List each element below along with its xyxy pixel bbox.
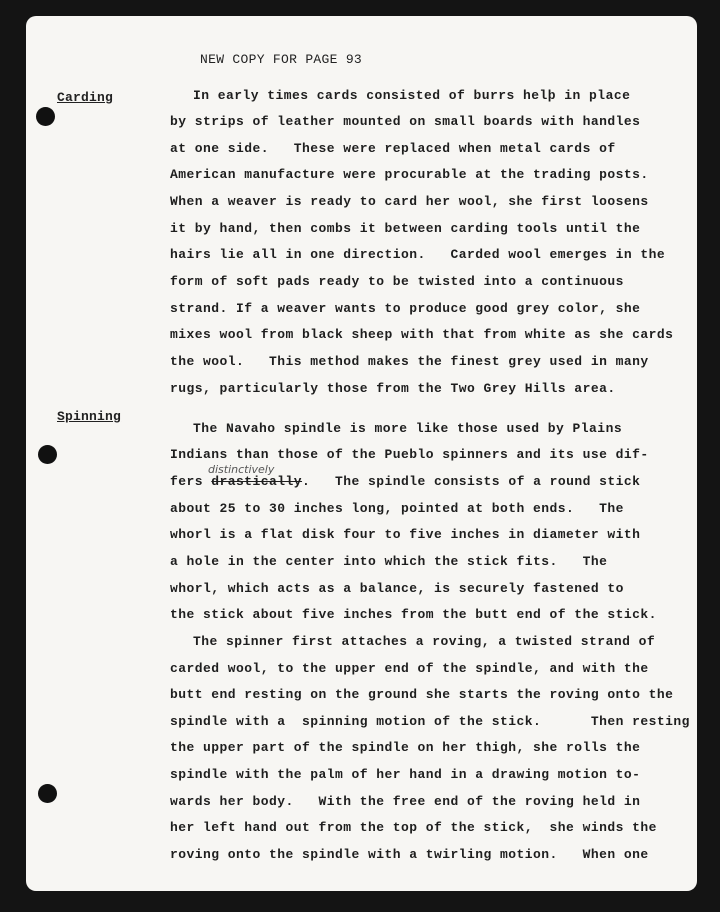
text-line: at one side. These were replaced when metal cards of xyxy=(170,141,616,156)
struck-word: drastically xyxy=(211,474,303,489)
text-line xyxy=(170,474,640,489)
text-line: form of soft pads ready to be twisted into a continuous xyxy=(170,274,624,289)
binder-hole xyxy=(38,784,57,803)
text-line: butt end resting on the ground she starts the roving onto the xyxy=(170,687,674,702)
page-title: NEW COPY FOR PAGE 93 xyxy=(200,52,363,67)
text-line: In early times cards consisted of burrs helþ in place xyxy=(193,88,631,103)
text-line: When a weaver is ready to card her wool, she first loosens xyxy=(170,194,649,209)
text-line: rugs, particularly those from the Two Grey Hills area. xyxy=(170,381,616,396)
text-line: by strips of leather mounted on small boards with handles xyxy=(170,114,641,129)
section-heading-carding: Carding xyxy=(57,90,114,105)
text-line: it by hand, then combs it between carding tools until the xyxy=(170,221,641,236)
text-line: carded wool, to the upper end of the spindle, and with the xyxy=(170,661,649,676)
text-line: the wool. This method makes the finest grey used in many xyxy=(170,354,649,369)
text-line: The Navaho spindle is more like those used by Plains xyxy=(193,421,623,436)
text-line: a hole in the center into which the stick fits. The xyxy=(170,554,608,569)
text-line: The spinner first attaches a roving, a twisted strand of xyxy=(193,634,656,649)
text-line: roving onto the spindle with a twirling motion. When one xyxy=(170,847,649,862)
text-line: the upper part of the spindle on her thigh, she rolls the xyxy=(170,740,641,755)
text-line: her left hand out from the top of the stick, she winds the xyxy=(170,820,657,835)
section-heading-spinning: Spinning xyxy=(57,409,122,424)
handwritten-annotation: distinctively xyxy=(208,463,275,476)
text-line: hairs lie all in one direction. Carded wool emerges in the xyxy=(170,247,666,262)
text-fragment: . The spindle consists of a round stick xyxy=(302,474,641,489)
text-fragment: fers xyxy=(170,474,212,489)
text-line: spindle with a spinning motion of the stick. Then resting xyxy=(170,714,690,729)
text-line: spindle with the palm of her hand in a drawing motion to- xyxy=(170,767,641,782)
text-line: strand. If a weaver wants to produce good grey color, she xyxy=(170,301,641,316)
text-line: whorl, which acts as a balance, is securely fastened to xyxy=(170,581,624,596)
text-line: whorl is a flat disk four to five inches in diameter with xyxy=(170,527,641,542)
text-line: American manufacture were procurable at the trading posts. xyxy=(170,167,649,182)
binder-hole xyxy=(38,445,57,464)
text-line: Indians than those of the Pueblo spinners and its use dif- xyxy=(170,447,649,462)
binder-hole xyxy=(36,107,55,126)
text-line: about 25 to 30 inches long, pointed at both ends. The xyxy=(170,501,624,516)
text-line: mixes wool from black sheep with that from white as she cards xyxy=(170,327,674,342)
text-line: the stick about five inches from the butt end of the stick. xyxy=(170,607,657,622)
text-line: wards her body. With the free end of the roving held in xyxy=(170,794,641,809)
